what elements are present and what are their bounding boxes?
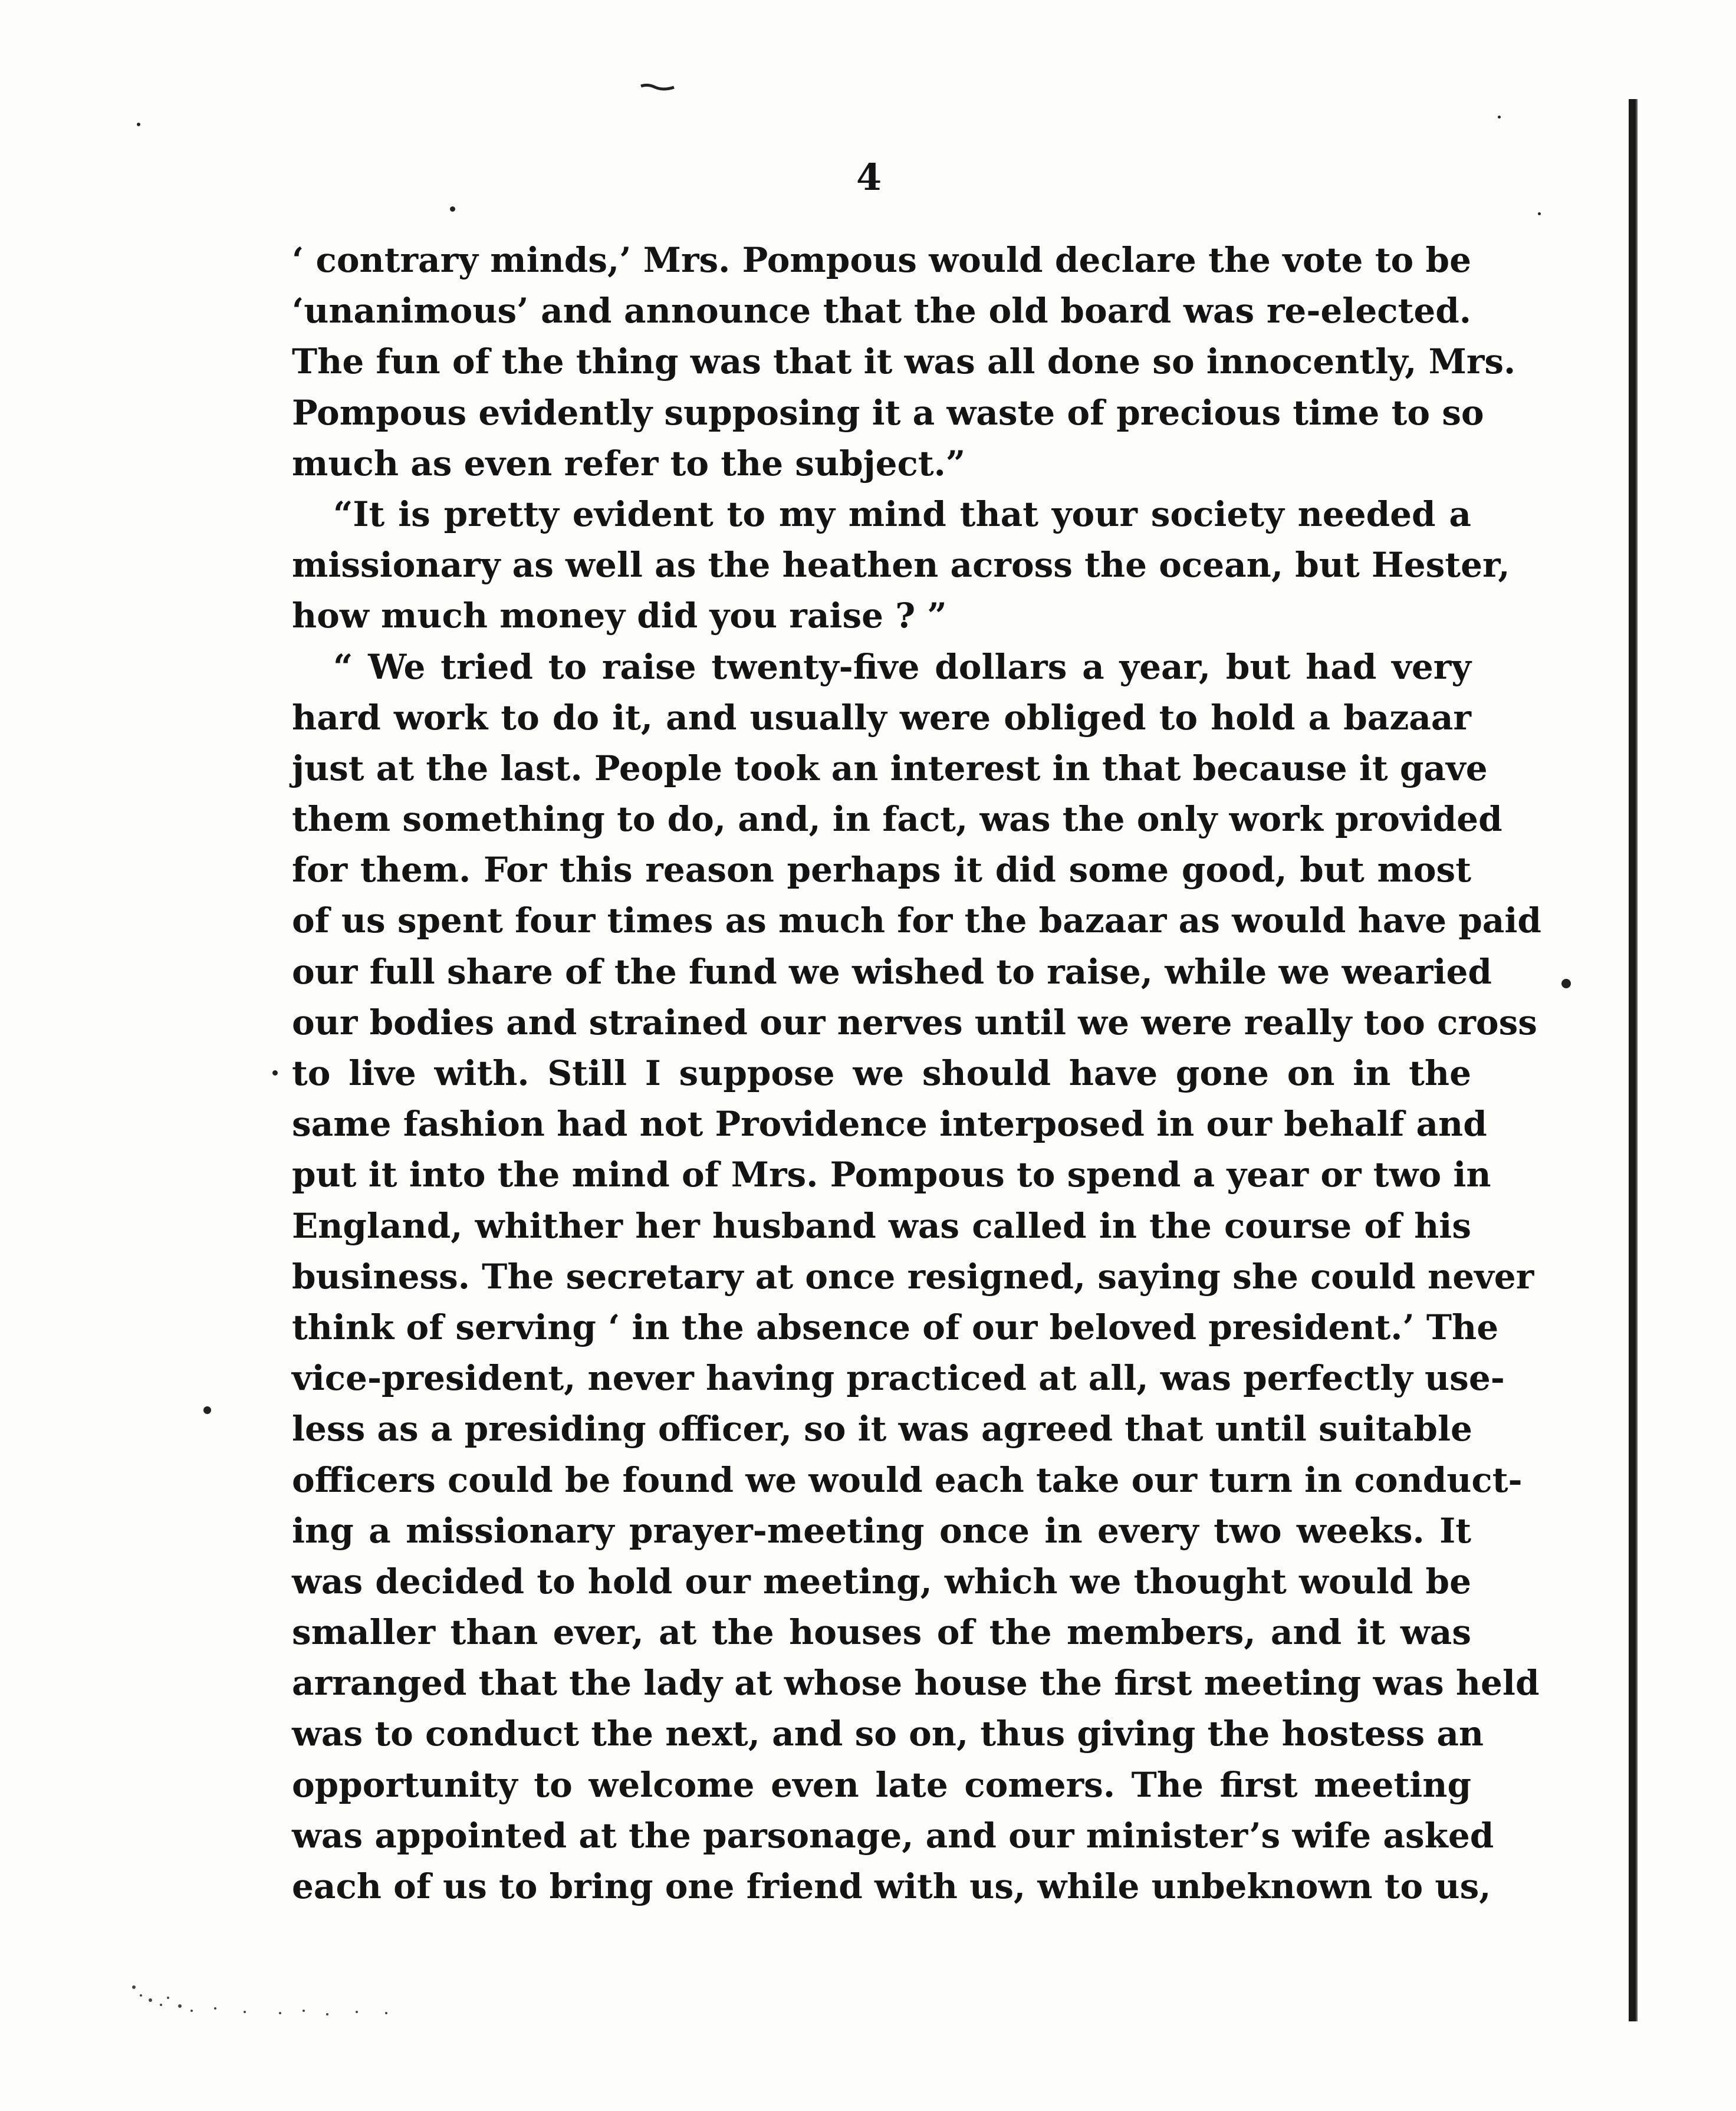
text-line: smaller than ever, at the houses of the members, and it was [292,1612,1471,1653]
text-line: put it into the mind of Mrs. Pompous to spend a year or two in [292,1155,1491,1195]
text-line: ‘ contrary minds,’ Mrs. Pompous would declare the vote to be [292,240,1471,280]
text-line: them something to do, and, in fact, was the only work provided [292,799,1502,840]
text-line: ing a missionary prayer-meeting once in every two weeks. It [292,1510,1471,1551]
text-line: hard work to do it, and usually were obliged to hold a bazaar [292,697,1471,738]
text-line: was to conduct the next, and so on, thus giving the hostess an [292,1714,1484,1754]
text-line: business. The secretary at once resigned, saying she could never [292,1256,1534,1297]
text-line: much as even refer to the subject.” [292,443,966,484]
ink-speck [1538,212,1541,215]
text-line: each of us to bring one friend with us, while unbeknown to us, [292,1866,1491,1906]
ink-blot-mark [640,83,675,92]
text-line: vice-president, never having practiced at all, was perfectly use- [292,1358,1505,1399]
ink-speck [1498,116,1501,119]
text-line: arranged that the lady at whose house the first meeting was held [292,1663,1540,1704]
ink-speck [137,123,140,126]
text-line: Pompous evidently supposing it a waste of precious time to so [292,392,1484,433]
text-line: how much money did you raise ? ” [292,596,947,636]
text-line: opportunity to welcome even late comers. The first meeting [292,1764,1471,1805]
scan-noise [127,1969,433,2023]
text-line: England, whither her husband was called in the course of his [292,1205,1471,1246]
text-line: was decided to hold our meeting, which we thought would be [292,1561,1471,1602]
text-line: The fun of the thing was that it was all done so innocently, Mrs. [292,341,1516,382]
text-line: of us spent four times as much for the bazaar as would have paid [292,900,1541,941]
text-line: was appointed at the parsonage, and our minister’s wife asked [292,1815,1494,1856]
text-line: our bodies and strained our nerves until we were really too cross [292,1002,1537,1043]
text-line: “ We tried to raise twenty-five dollars a year, but had very [333,646,1471,687]
binding-edge-rule [1629,99,1636,2021]
body-text [292,235,1541,1912]
text-line: to live with. Still I suppose we should have gone on in the [292,1053,1471,1093]
ink-speck [450,206,455,212]
text-line: ‘unanimous’ and announce that the old board was re-elected. [292,291,1471,331]
text-line: officers could be found we would each take our turn in conduct- [292,1459,1523,1500]
text-line: same fashion had not Providence interposed in our behalf and [292,1104,1487,1145]
binding-edge-shadow [1636,99,1638,2021]
page-number: 4 [856,156,882,199]
ink-speck [272,1070,278,1076]
text-line: our full share of the fund we wished to raise, while we wearied [292,951,1492,992]
text-line: less as a presiding officer, so it was agreed that until suitable [292,1409,1472,1449]
text-line: missionary as well as the heathen across the ocean, but Hester, [292,545,1510,586]
text-line: just at the last. People took an interest in that because it gave [292,748,1488,788]
text-line: “It is pretty evident to my mind that your society needed a [333,494,1471,534]
ink-speck [1561,979,1571,988]
ink-speck [203,1406,211,1414]
text-line: for them. For this reason perhaps it did some good, but most [292,850,1471,890]
text-line: think of serving ‘ in the absence of our beloved president.’ The [292,1307,1499,1347]
